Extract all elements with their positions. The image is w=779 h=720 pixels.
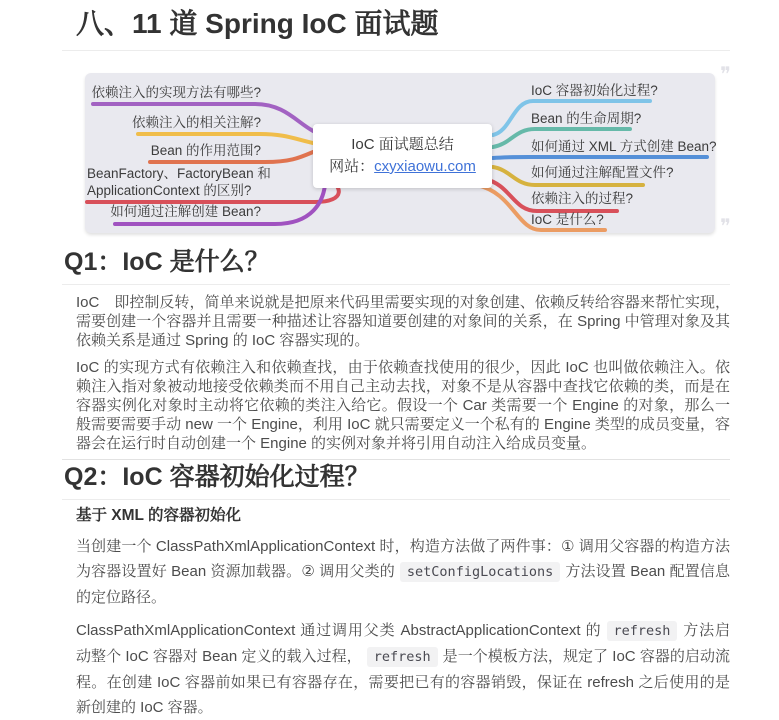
mindmap-topic: Bean 的生命周期? [531, 111, 642, 126]
mindmap-center-site [329, 156, 476, 178]
text-run: 方法设置 Bean 配置信息的定位路径。 [76, 563, 730, 606]
inline-code: setConfigLocations [400, 562, 560, 582]
mindmap-topic: IoC 容器初始化过程? [531, 83, 658, 98]
q2-heading: Q2：IoC 容器初始化过程？ [62, 462, 730, 500]
inline-code: refresh [607, 621, 678, 641]
mindmap-center-title: IoC 面试题总结 [351, 136, 454, 153]
text-run: 网站： [329, 158, 375, 175]
mindmap-topic: IoC 是什么? [531, 212, 604, 227]
branch-line [138, 134, 313, 143]
mindmap-topic: 如何通过注解配置文件? [531, 165, 674, 180]
mindmap-topic: BeanFactory、FactoryBean 和 ApplicationContext 的区别? [87, 166, 271, 198]
section-divider [62, 459, 730, 460]
paragraph [76, 534, 730, 610]
mindmap-image [85, 64, 731, 238]
inline-code: refresh [367, 647, 438, 667]
text-run: ClassPathXmlApplicationContext 通过调用父类 AbstractApplicationContext 的 [76, 622, 602, 639]
corner-decoration-icon: ❞ [720, 216, 731, 238]
paragraph: IoC 的实现方式有依赖注入和依赖查找，由于依赖查找使用的很少，因此 IoC 也叫做依赖注入。依赖注入指对象被动地接受依赖类而不用自己主动去找，对象不是从容器中查找它依赖的类，而是在容器实例化对象时主动将它依赖的类注入给它。假设一个 Car 类需要一个 Engine 的对象，那么一般需要需要手动 new 一个 Engine，利用 IoC 就只需要定义一个私有的 Engine 类型的成员变量，容器会在运行时自动创建一个 Engine 的实例对象并将引用自动注入给成员变量。 [76, 359, 730, 452]
page-title: 八、11 道 Spring IoC 面试题 [62, 6, 730, 51]
text-run: 是一个模板方法，规定了 IoC 容器的启动流程。在创建 IoC 容器前如果已有容器存在，需要把已有的容器销毁，保证在 refresh 之后使用的是新创建的 IoC 容器。 [76, 648, 731, 716]
mindmap-topic: 依赖注入的相关注解? [131, 115, 261, 130]
paragraph [76, 618, 730, 720]
paragraph: IoC 即控制反转，简单来说就是把原来代码里需要实现的对象创建、依赖反转给容器来帮忙实现，需要创建一个容器并且需要一种描述让容器知道要创建的对象间的关系，在 Spring 中管理对象及其依赖关系是通过 Spring 的 IoC 容器实现的。 [76, 294, 730, 349]
text-run: 方法启动整个 IoC 容器对 Bean 定义的载入过程， [76, 622, 730, 665]
mindmap-center-node [313, 124, 492, 188]
mindmap-topic: 如何通过注解创建 Bean? [110, 204, 261, 219]
branch-line [493, 157, 707, 158]
q1-heading: Q1：IoC 是什么？ [62, 247, 730, 285]
mindmap-topic: 如何通过 XML 方式创建 Bean? [531, 139, 717, 154]
mindmap-topic: 依赖注入的过程? [531, 191, 634, 206]
q2-subheading: 基于 XML 的容器初始化 [76, 507, 242, 524]
site-link[interactable]: cxyxiaowu.com [374, 158, 476, 175]
corner-decoration-icon: ❞ [720, 64, 731, 86]
mindmap-topic: 依赖注入的实现方法有哪些? [91, 85, 261, 100]
mindmap-topic: Bean 的作用范围? [150, 143, 261, 158]
text-run: 当创建一个 ClassPathXmlApplicationContext 时，构造方法做了两件事：① 调用父容器的构造方法为容器设置好 Bean 资源加载器。② 调用父类的 [76, 538, 730, 580]
article [0, 6, 779, 720]
